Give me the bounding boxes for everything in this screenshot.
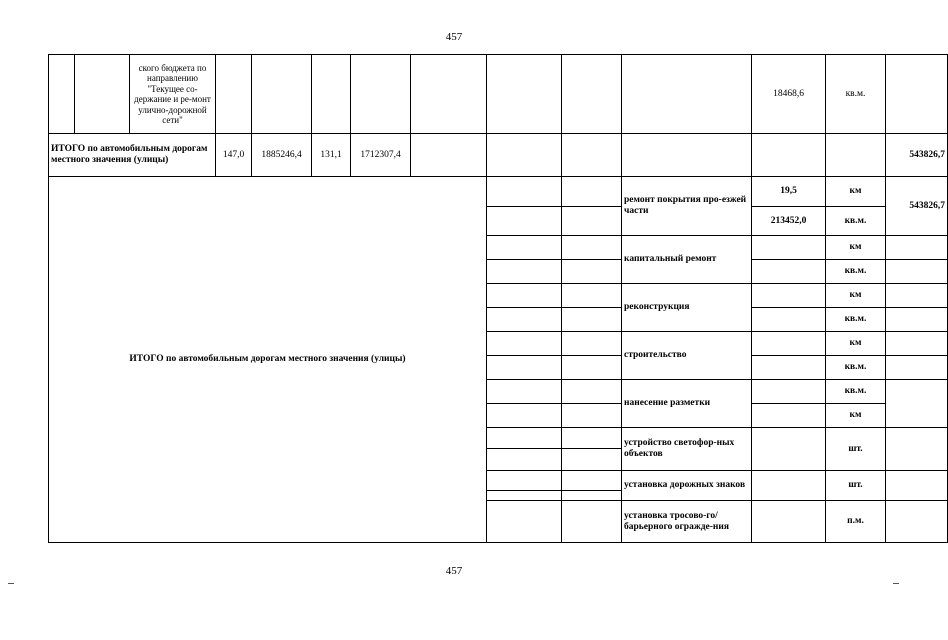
- empty-cell: [562, 308, 622, 332]
- work-total: [886, 501, 948, 543]
- work-value: [752, 356, 826, 380]
- work-unit: шт.: [826, 428, 886, 471]
- empty-cell: [826, 134, 886, 177]
- work-name: устройство светофор-ных объектов: [622, 428, 752, 471]
- empty-cell: [622, 55, 752, 134]
- work-value: [752, 380, 826, 404]
- table-row: [49, 177, 948, 207]
- work-unit: кв.м.: [826, 260, 886, 284]
- work-value: 213452,0: [752, 207, 826, 236]
- itogo-label: ИТОГО по автомобильным дорогам местного значения (улицы): [49, 134, 216, 177]
- work-total: [886, 236, 948, 260]
- empty-cell: [487, 404, 562, 428]
- empty-cell: [562, 471, 622, 491]
- empty-cell: [487, 356, 562, 380]
- empty-cell: [562, 356, 622, 380]
- empty-cell: [622, 134, 752, 177]
- empty-cell: [562, 260, 622, 284]
- work-name: установка дорожных знаков: [622, 471, 752, 501]
- empty-cell: [411, 134, 487, 177]
- work-value: [752, 260, 826, 284]
- empty-cell: [487, 501, 562, 543]
- empty-cell: [562, 449, 622, 471]
- empty-cell: [562, 236, 622, 260]
- work-value: 19,5: [752, 177, 826, 207]
- unit-cell: кв.м.: [826, 55, 886, 134]
- itogo-value-4: 1712307,4: [351, 134, 411, 177]
- empty-cell: [75, 55, 130, 134]
- empty-cell: [886, 308, 948, 332]
- work-value: [752, 428, 826, 471]
- itogo-value-3: 131,1: [312, 134, 351, 177]
- empty-cell: [562, 177, 622, 207]
- work-total: [886, 471, 948, 501]
- itogo-value-2: 1885246,4: [252, 134, 312, 177]
- work-total: [886, 332, 948, 356]
- empty-cell: [562, 404, 622, 428]
- work-value: [752, 404, 826, 428]
- work-unit: км: [826, 404, 886, 428]
- empty-cell: [487, 260, 562, 284]
- work-unit: км: [826, 177, 886, 207]
- work-value: [752, 308, 826, 332]
- empty-cell: [886, 356, 948, 380]
- empty-cell: [487, 471, 562, 491]
- work-value: [752, 501, 826, 543]
- scan-mark: [893, 583, 899, 584]
- empty-cell: [487, 55, 562, 134]
- empty-cell: [487, 308, 562, 332]
- work-name: капитальный ремонт: [622, 236, 752, 284]
- empty-cell: [562, 332, 622, 356]
- empty-cell: [487, 332, 562, 356]
- work-unit: кв.м.: [826, 380, 886, 404]
- itogo-total: 543826,7: [886, 134, 948, 177]
- area-value-cell: 18468,6: [752, 55, 826, 134]
- empty-cell: [886, 55, 948, 134]
- empty-cell: [562, 55, 622, 134]
- page-number-top: 457: [445, 31, 463, 43]
- page-number-bottom: 457: [445, 565, 463, 577]
- work-name: установка тросово-го/барьерного огражде-ния: [622, 501, 752, 543]
- empty-cell: [752, 134, 826, 177]
- empty-cell: [487, 449, 562, 471]
- itogo-row: [49, 134, 948, 177]
- empty-cell: [216, 55, 252, 134]
- work-unit: кв.м.: [826, 308, 886, 332]
- work-unit: шт.: [826, 471, 886, 501]
- work-total: [886, 284, 948, 308]
- empty-cell: [49, 55, 75, 134]
- work-name: ремонт покрытия про-езжей части: [622, 177, 752, 236]
- empty-cell: [562, 207, 622, 236]
- empty-cell: [252, 55, 312, 134]
- work-total: [886, 428, 948, 471]
- empty-cell: [411, 55, 487, 134]
- work-total: 543826,7: [886, 177, 948, 236]
- itogo-value-1: 147,0: [216, 134, 252, 177]
- empty-cell: [487, 491, 562, 501]
- empty-cell: [487, 236, 562, 260]
- empty-cell: [487, 428, 562, 449]
- empty-cell: [562, 284, 622, 308]
- empty-cell: [351, 55, 411, 134]
- work-value: [752, 284, 826, 308]
- work-value: [752, 471, 826, 501]
- empty-cell: [487, 380, 562, 404]
- work-value: [752, 236, 826, 260]
- empty-cell: [562, 491, 622, 501]
- empty-cell: [487, 177, 562, 207]
- empty-cell: [562, 134, 622, 177]
- work-unit: п.м.: [826, 501, 886, 543]
- report-table: [48, 54, 948, 543]
- empty-cell: [886, 260, 948, 284]
- empty-cell: [487, 134, 562, 177]
- work-name: строительство: [622, 332, 752, 380]
- work-value: [752, 332, 826, 356]
- work-total: [886, 380, 948, 428]
- work-name: реконструкция: [622, 284, 752, 332]
- empty-cell: [562, 501, 622, 543]
- work-unit: кв.м.: [826, 207, 886, 236]
- empty-cell: [312, 55, 351, 134]
- work-name: нанесение разметки: [622, 380, 752, 428]
- work-unit: км: [826, 284, 886, 308]
- summary-label: ИТОГО по автомобильным дорогам местного значения (улицы): [49, 177, 487, 543]
- table-row: [49, 55, 948, 134]
- work-unit: км: [826, 332, 886, 356]
- empty-cell: [487, 284, 562, 308]
- scan-mark: [8, 583, 14, 584]
- empty-cell: [562, 380, 622, 404]
- empty-cell: [562, 428, 622, 449]
- work-unit: кв.м.: [826, 356, 886, 380]
- funding-direction-cell: ского бюджета по направлению "Текущее со-держание и ре-монт улично-дорожной сети": [130, 55, 216, 134]
- empty-cell: [487, 207, 562, 236]
- work-unit: км: [826, 236, 886, 260]
